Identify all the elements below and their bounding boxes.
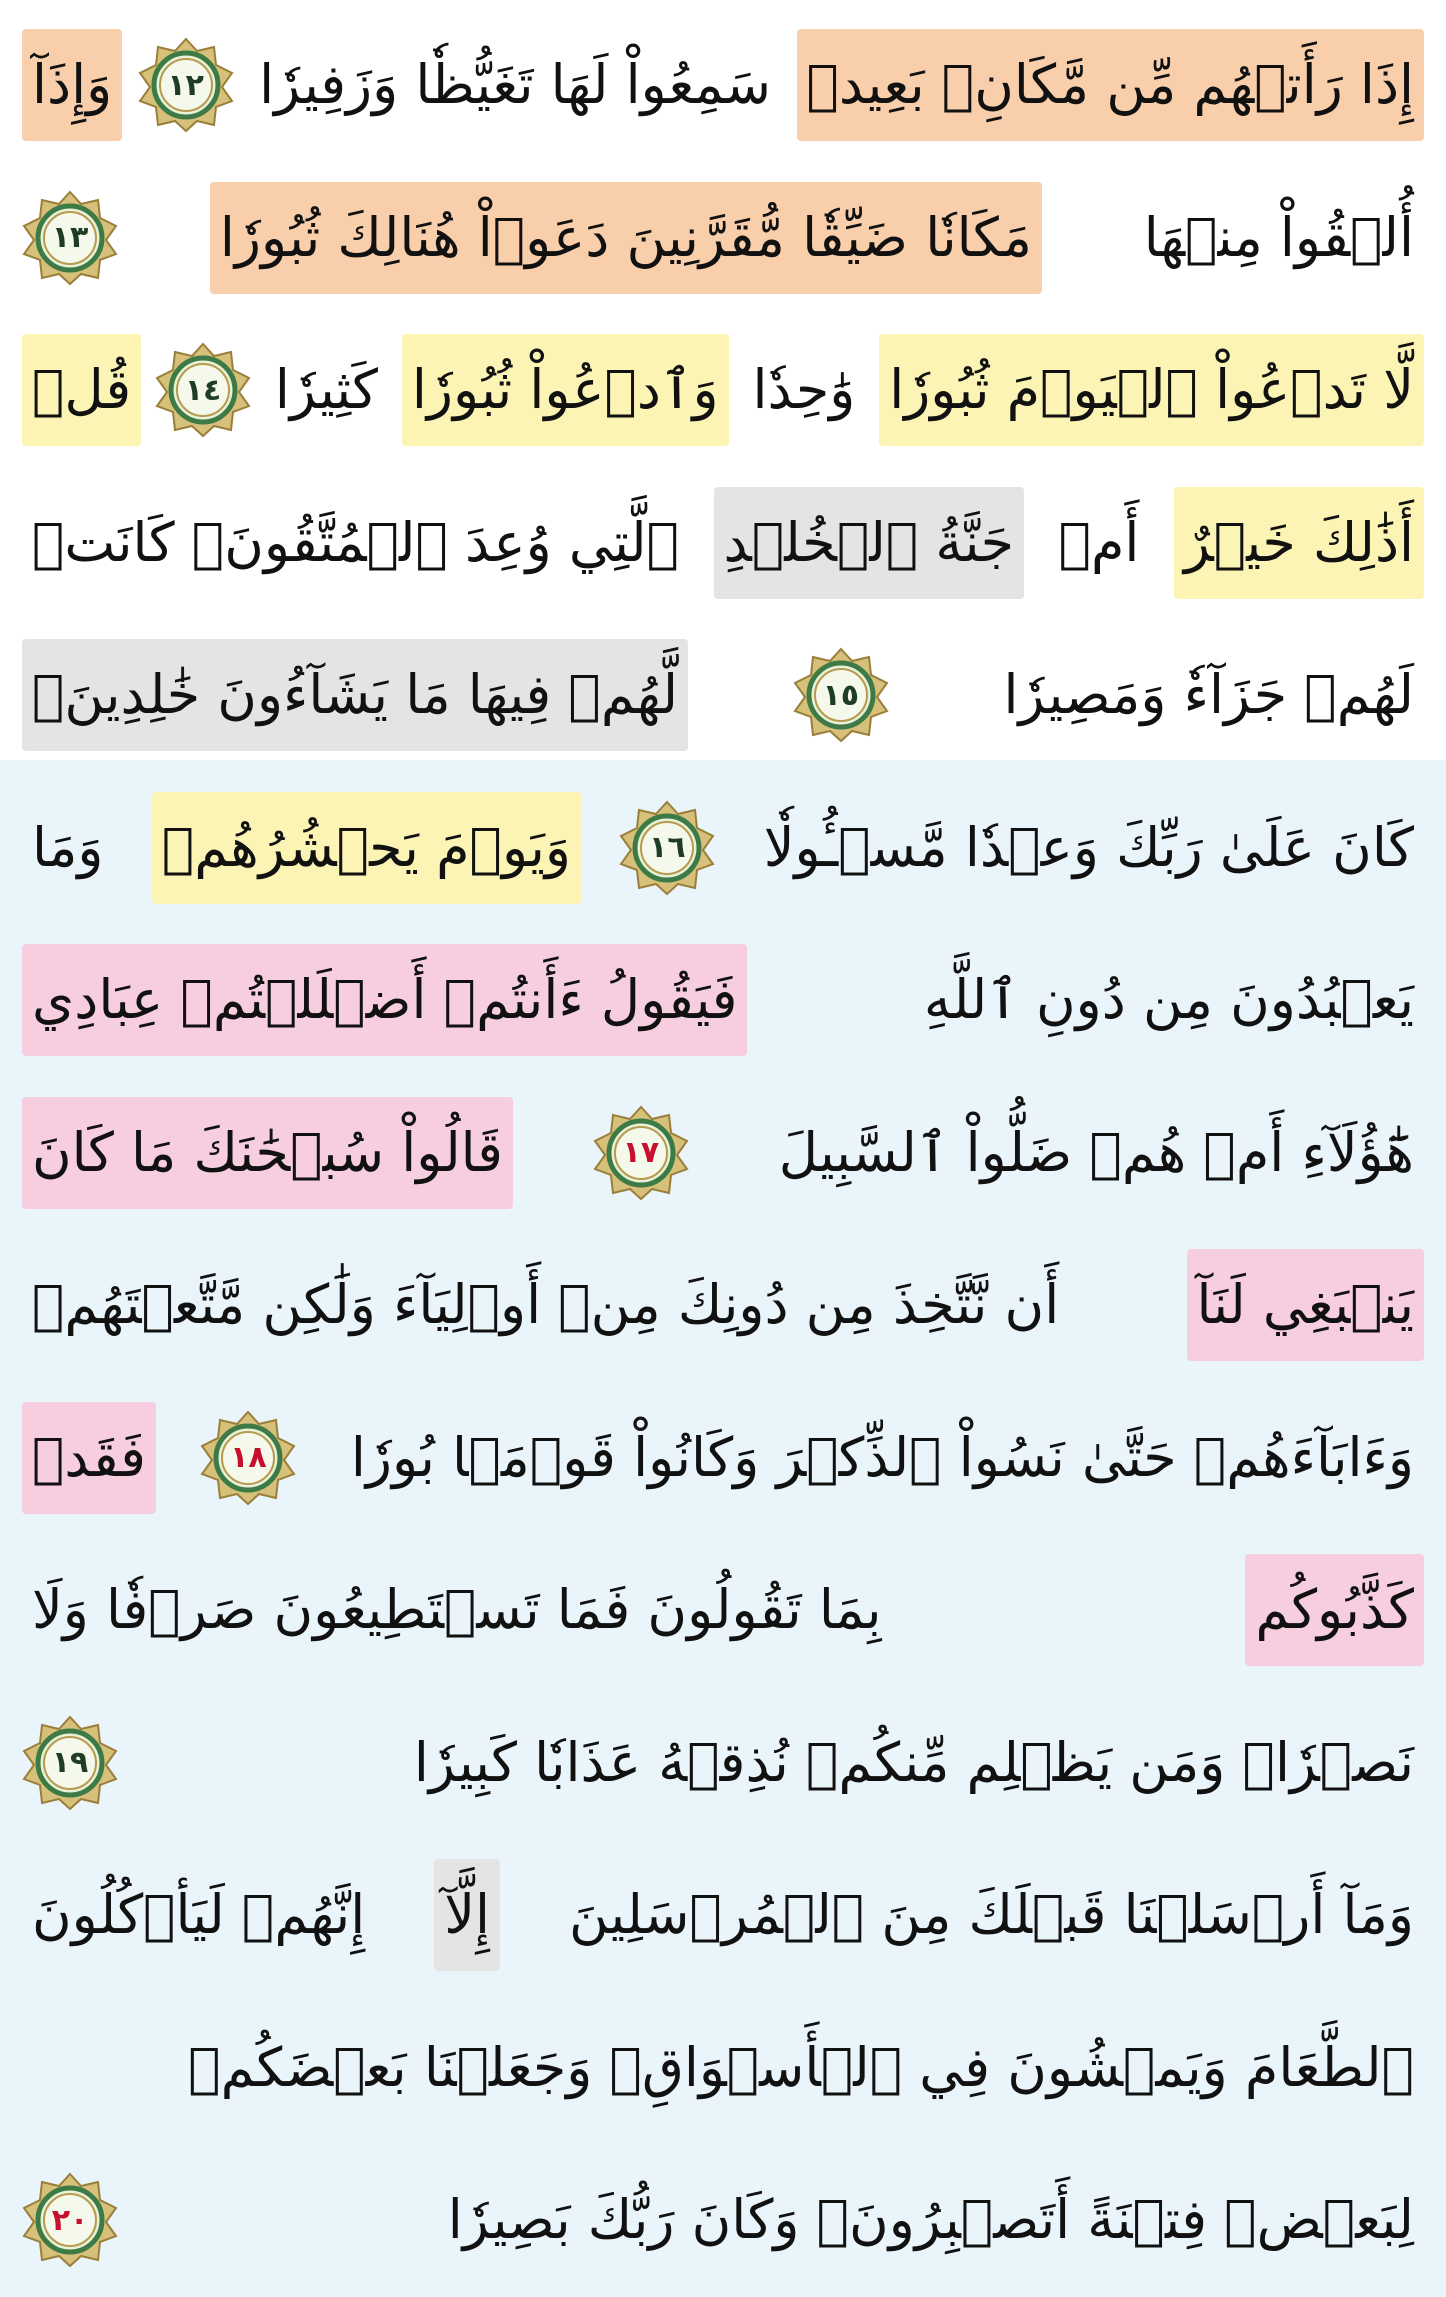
text-line <box>22 315 1424 465</box>
text-segment: لِبَعۡضٖ فِتۡنَةً أَتَصۡبِرُونَۗ وَكَانَ رَبُّكَ بَصِيرٗا <box>447 2188 1414 2251</box>
text-line <box>22 1078 1424 1228</box>
verse-end-marker-icon <box>22 1715 118 1811</box>
verse-end-marker-icon <box>619 800 715 896</box>
text-line <box>22 925 1424 1075</box>
text-line <box>22 468 1424 618</box>
verse-end-marker-icon <box>200 1410 296 1506</box>
highlighted-text-segment: قَالُواْ سُبۡحَٰنَكَ مَا كَانَ <box>22 1097 513 1209</box>
verse-number: ١٥ <box>822 677 860 713</box>
text-segment: إِنَّهُمۡ لَيَأۡكُلُونَ <box>32 1883 366 1946</box>
verse-end-marker-icon <box>793 647 889 743</box>
highlighted-text-segment: جَنَّةُ ٱلۡخُلۡدِ <box>714 487 1025 599</box>
text-segment: وَمَا <box>32 815 104 879</box>
highlighted-text-segment: يَنۢبَغِي لَنَآ <box>1187 1249 1424 1361</box>
highlighted-text-segment: إِلَّآ <box>434 1859 500 1971</box>
text-segment: سَمِعُواْ لَهَا تَغَيُّظٗا وَزَفِيرٗا <box>259 53 772 116</box>
verse-number: ١٢ <box>167 67 204 103</box>
highlighted-text-segment: وَيَوۡمَ يَحۡشُرُهُمۡ <box>152 792 581 904</box>
verse-number: ١٤ <box>184 372 222 408</box>
text-line <box>22 773 1424 923</box>
verse-end-marker-icon <box>593 1105 689 1201</box>
verse-end-marker-icon <box>138 37 234 133</box>
verse-end-marker-icon <box>155 342 251 438</box>
verse-number: ٢٠ <box>51 2202 89 2238</box>
text-segment: أَمۡ <box>1058 510 1140 574</box>
text-segment: وَمَآ أَرۡسَلۡنَا قَبۡلَكَ مِنَ ٱلۡمُرۡسَلِينَ <box>568 1883 1414 1946</box>
text-segment: أُلۡقُواْ مِنۡهَا <box>1143 205 1414 269</box>
verse-end-marker-icon <box>22 190 118 286</box>
verse-number: ١٩ <box>51 1745 89 1780</box>
highlighted-text-segment: مَكَانٗا ضَيِّقٗا مُّقَرَّنِينَ دَعَوۡاْ هُنَالِكَ ثُبُورٗا <box>210 182 1042 294</box>
text-line <box>22 1383 1424 1533</box>
highlighted-text-segment: وَإِذَآ <box>22 29 122 141</box>
verse-end-marker-icon <box>22 2172 118 2268</box>
highlighted-text-segment: فَيَقُولُ ءَأَنتُمۡ أَضۡلَلۡتُمۡ عِبَادِي <box>22 944 747 1056</box>
text-line <box>22 620 1424 770</box>
text-line <box>22 163 1424 313</box>
text-line <box>22 1688 1424 1838</box>
verse-number: ١٧ <box>622 1135 660 1170</box>
highlighted-text-segment: كَذَّبُوكُم <box>1245 1554 1424 1666</box>
verse-number: ١٦ <box>649 830 686 865</box>
text-line <box>22 1230 1424 1380</box>
text-segment: وَءَابَآءَهُمۡ حَتَّىٰ نَسُواْ ٱلذِّكۡرَ وَكَانُواْ قَوۡمَۢا بُورٗا <box>350 1425 1414 1489</box>
text-line <box>22 10 1424 160</box>
text-segment: يَعۡبُدُونَ مِن دُونِ ٱللَّهِ <box>923 968 1414 1031</box>
highlighted-text-segment: قُلۡ <box>22 334 141 446</box>
text-segment: هَٰٓؤُلَآءِ أَمۡ هُمۡ ضَلُّواْ ٱلسَّبِيلَ <box>778 1120 1414 1184</box>
text-segment: كَانَ عَلَىٰ رَبِّكَ وَعۡدٗا مَّسۡـُٔولٗا <box>763 815 1414 879</box>
highlighted-text-segment: إِذَا رَأَتۡهُم مِّن مَّكَانِۭ بَعِيدٖ <box>797 29 1424 141</box>
text-segment: وَٰحِدٗا <box>752 358 856 421</box>
text-segment: نَصۡرٗاۚ وَمَن يَظۡلِم مِّنكُمۡ نُذِقۡهُ عَذَابٗا كَبِيرٗا <box>413 1730 1414 1794</box>
verse-number: ١٨ <box>230 1440 267 1475</box>
text-segment: كَثِيرٗا <box>274 358 378 421</box>
verse-number: ١٣ <box>51 220 89 255</box>
text-line <box>22 1535 1424 1685</box>
text-segment: أَن نَّتَّخِذَ مِن دُونِكَ مِنۡ أَوۡلِيَآءَ وَلَٰكِن مَّتَّعۡتَهُمۡ <box>32 1273 1060 1336</box>
highlighted-text-segment: لَّهُمۡ فِيهَا مَا يَشَآءُونَ خَٰلِدِينَۚ <box>22 639 688 751</box>
highlighted-text-segment: لَّا تَدۡعُواْ ٱلۡيَوۡمَ ثُبُورٗا <box>879 334 1424 446</box>
highlighted-text-segment: أَذَٰلِكَ خَيۡرٌ <box>1174 487 1424 599</box>
text-segment: لَهُمۡ جَزَآءٗ وَمَصِيرٗا <box>1003 663 1414 726</box>
highlighted-text-segment: فَقَدۡ <box>22 1402 156 1514</box>
text-segment: ٱلطَّعَامَ وَيَمۡشُونَ فِي ٱلۡأَسۡوَاقِۗ وَجَعَلۡنَا بَعۡضَكُمۡ <box>188 2035 1414 2099</box>
text-segment: ٱلَّتِي وُعِدَ ٱلۡمُتَّقُونَۚ كَانَتۡ <box>32 510 679 574</box>
text-line <box>22 1993 1424 2143</box>
highlighted-text-segment: وَٱدۡعُواْ ثُبُورٗا <box>402 334 729 446</box>
text-line <box>22 1840 1424 1990</box>
text-line <box>22 2145 1424 2295</box>
text-segment: بِمَا تَقُولُونَ فَمَا تَسۡتَطِيعُونَ صَرۡفٗا وَلَا <box>32 1578 882 1641</box>
